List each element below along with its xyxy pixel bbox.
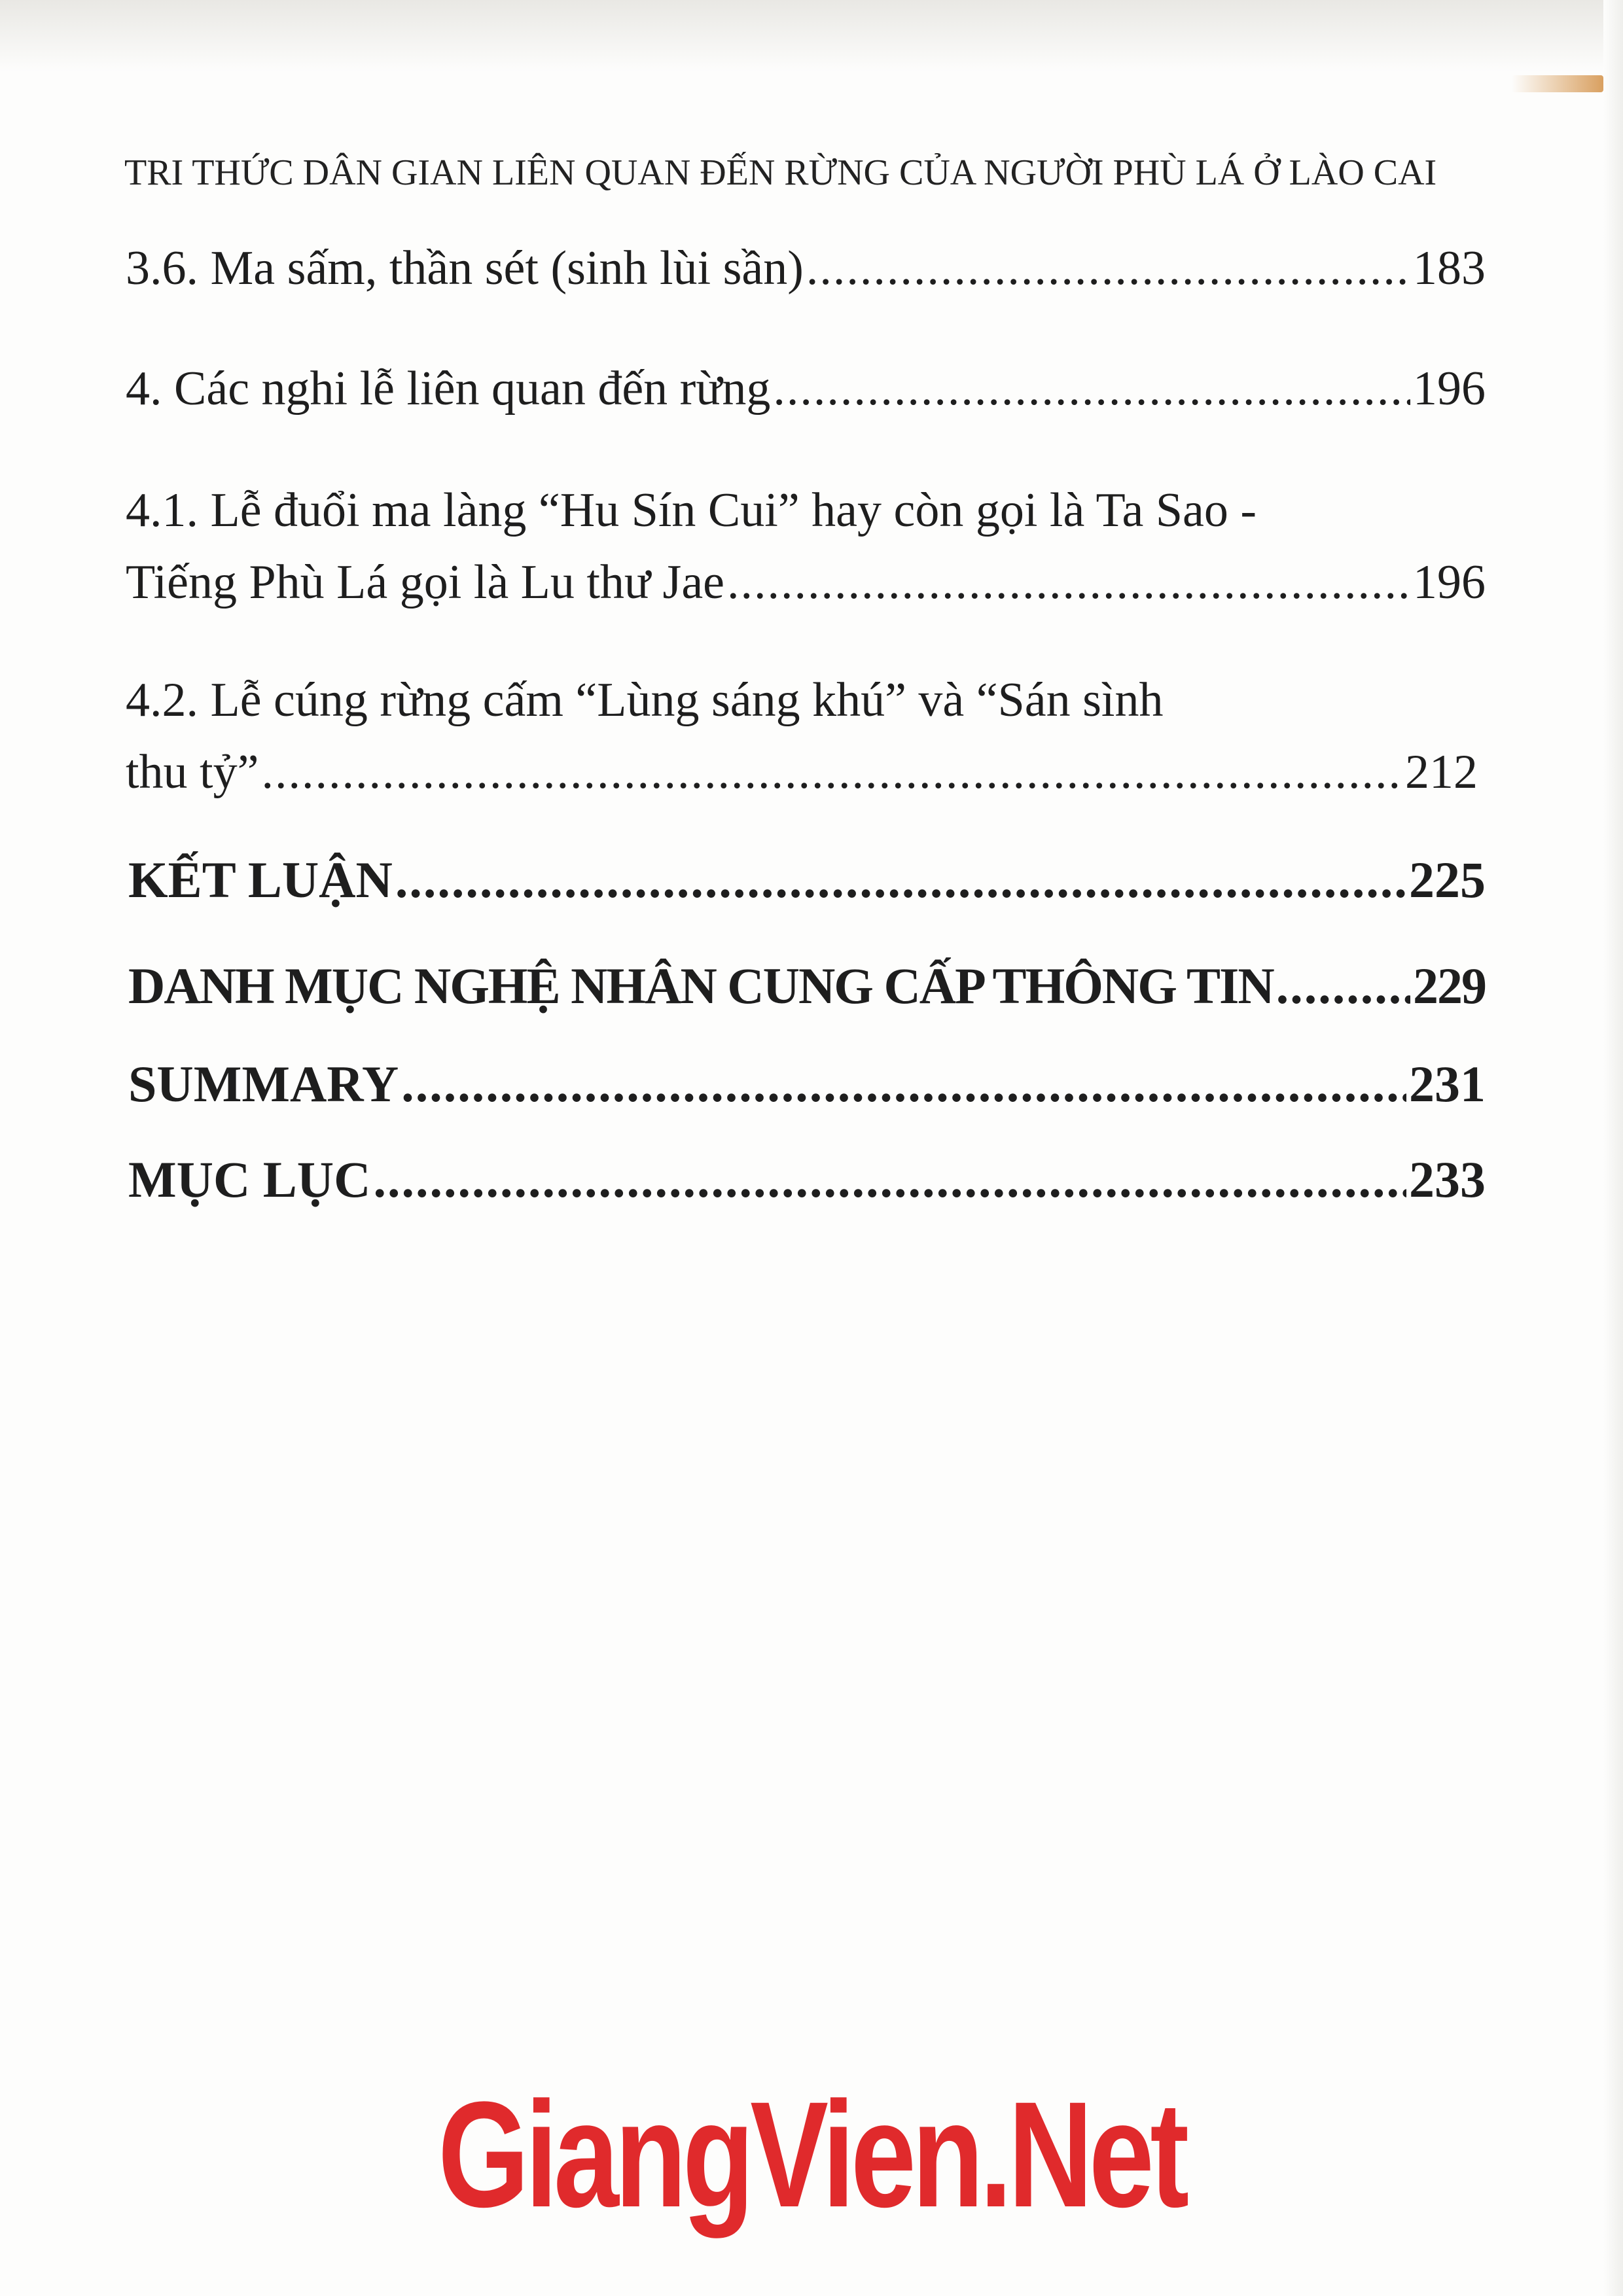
toc-title: 4. Các nghi lễ liên quan đến rừng xyxy=(126,362,771,415)
page-right-edge xyxy=(1603,0,1623,2296)
toc-entry[interactable] xyxy=(126,241,1486,296)
toc-title: DANH MỤC NGHỆ NHÂN CUNG CẤP THÔNG TIN xyxy=(128,957,1274,1014)
toc-leader-dots xyxy=(395,851,1406,910)
toc-title: Tiếng Phù Lá gọi là Lu thư Jae xyxy=(126,556,725,609)
toc-entry[interactable] xyxy=(128,851,1486,910)
toc-page-number: 233 xyxy=(1409,1151,1486,1208)
toc-page-number: 229 xyxy=(1413,957,1486,1014)
toc-title-line1[interactable]: 4.1. Lễ đuổi ma làng “Hu Sín Cui” hay còn gọi là Ta Sao - xyxy=(126,484,1257,537)
toc-leader-dots xyxy=(401,1055,1406,1114)
toc-entry[interactable] xyxy=(128,1055,1486,1114)
toc-entry[interactable] xyxy=(126,745,1478,800)
toc-page-number: 212 xyxy=(1405,745,1478,799)
running-head: TRI THỨC DÂN GIAN LIÊN QUAN ĐẾN RỪNG CỦA NGƯỜI PHÙ LÁ Ở LÀO CAI xyxy=(124,152,1437,193)
toc-leader-dots xyxy=(806,241,1410,296)
toc-page-number: 183 xyxy=(1413,241,1486,295)
toc-title: SUMMARY xyxy=(128,1055,399,1112)
toc-entry[interactable] xyxy=(126,555,1486,610)
toc-leader-dots xyxy=(261,745,1402,800)
toc-leader-dots xyxy=(373,1150,1406,1209)
toc-leader-dots xyxy=(1276,957,1410,1016)
toc-page-number: 225 xyxy=(1409,851,1486,908)
toc-page-number: 231 xyxy=(1409,1055,1486,1112)
toc-entry[interactable] xyxy=(126,361,1486,417)
toc-title-line1[interactable]: 4.2. Lễ cúng rừng cấm “Lùng sáng khú” và “Sán sình xyxy=(126,673,1164,727)
toc-page-number: 196 xyxy=(1413,362,1486,415)
toc-title: thu tỷ” xyxy=(126,745,259,799)
toc-page-number: 196 xyxy=(1413,556,1486,609)
page-corner-mark xyxy=(1512,75,1603,92)
page-top-shadow xyxy=(0,0,1623,72)
toc-title: KẾT LUẬN xyxy=(128,851,393,908)
toc-title: 3.6. Ma sấm, thần sét (sinh lùi sần) xyxy=(126,241,804,295)
watermark-logo: GiangVien.Net xyxy=(438,2070,1185,2238)
toc-entry[interactable] xyxy=(128,957,1486,1016)
toc-leader-dots xyxy=(727,555,1410,610)
toc-entry[interactable] xyxy=(128,1150,1486,1209)
toc-leader-dots xyxy=(773,361,1410,417)
toc-title: MỤC LỤC xyxy=(128,1151,371,1208)
